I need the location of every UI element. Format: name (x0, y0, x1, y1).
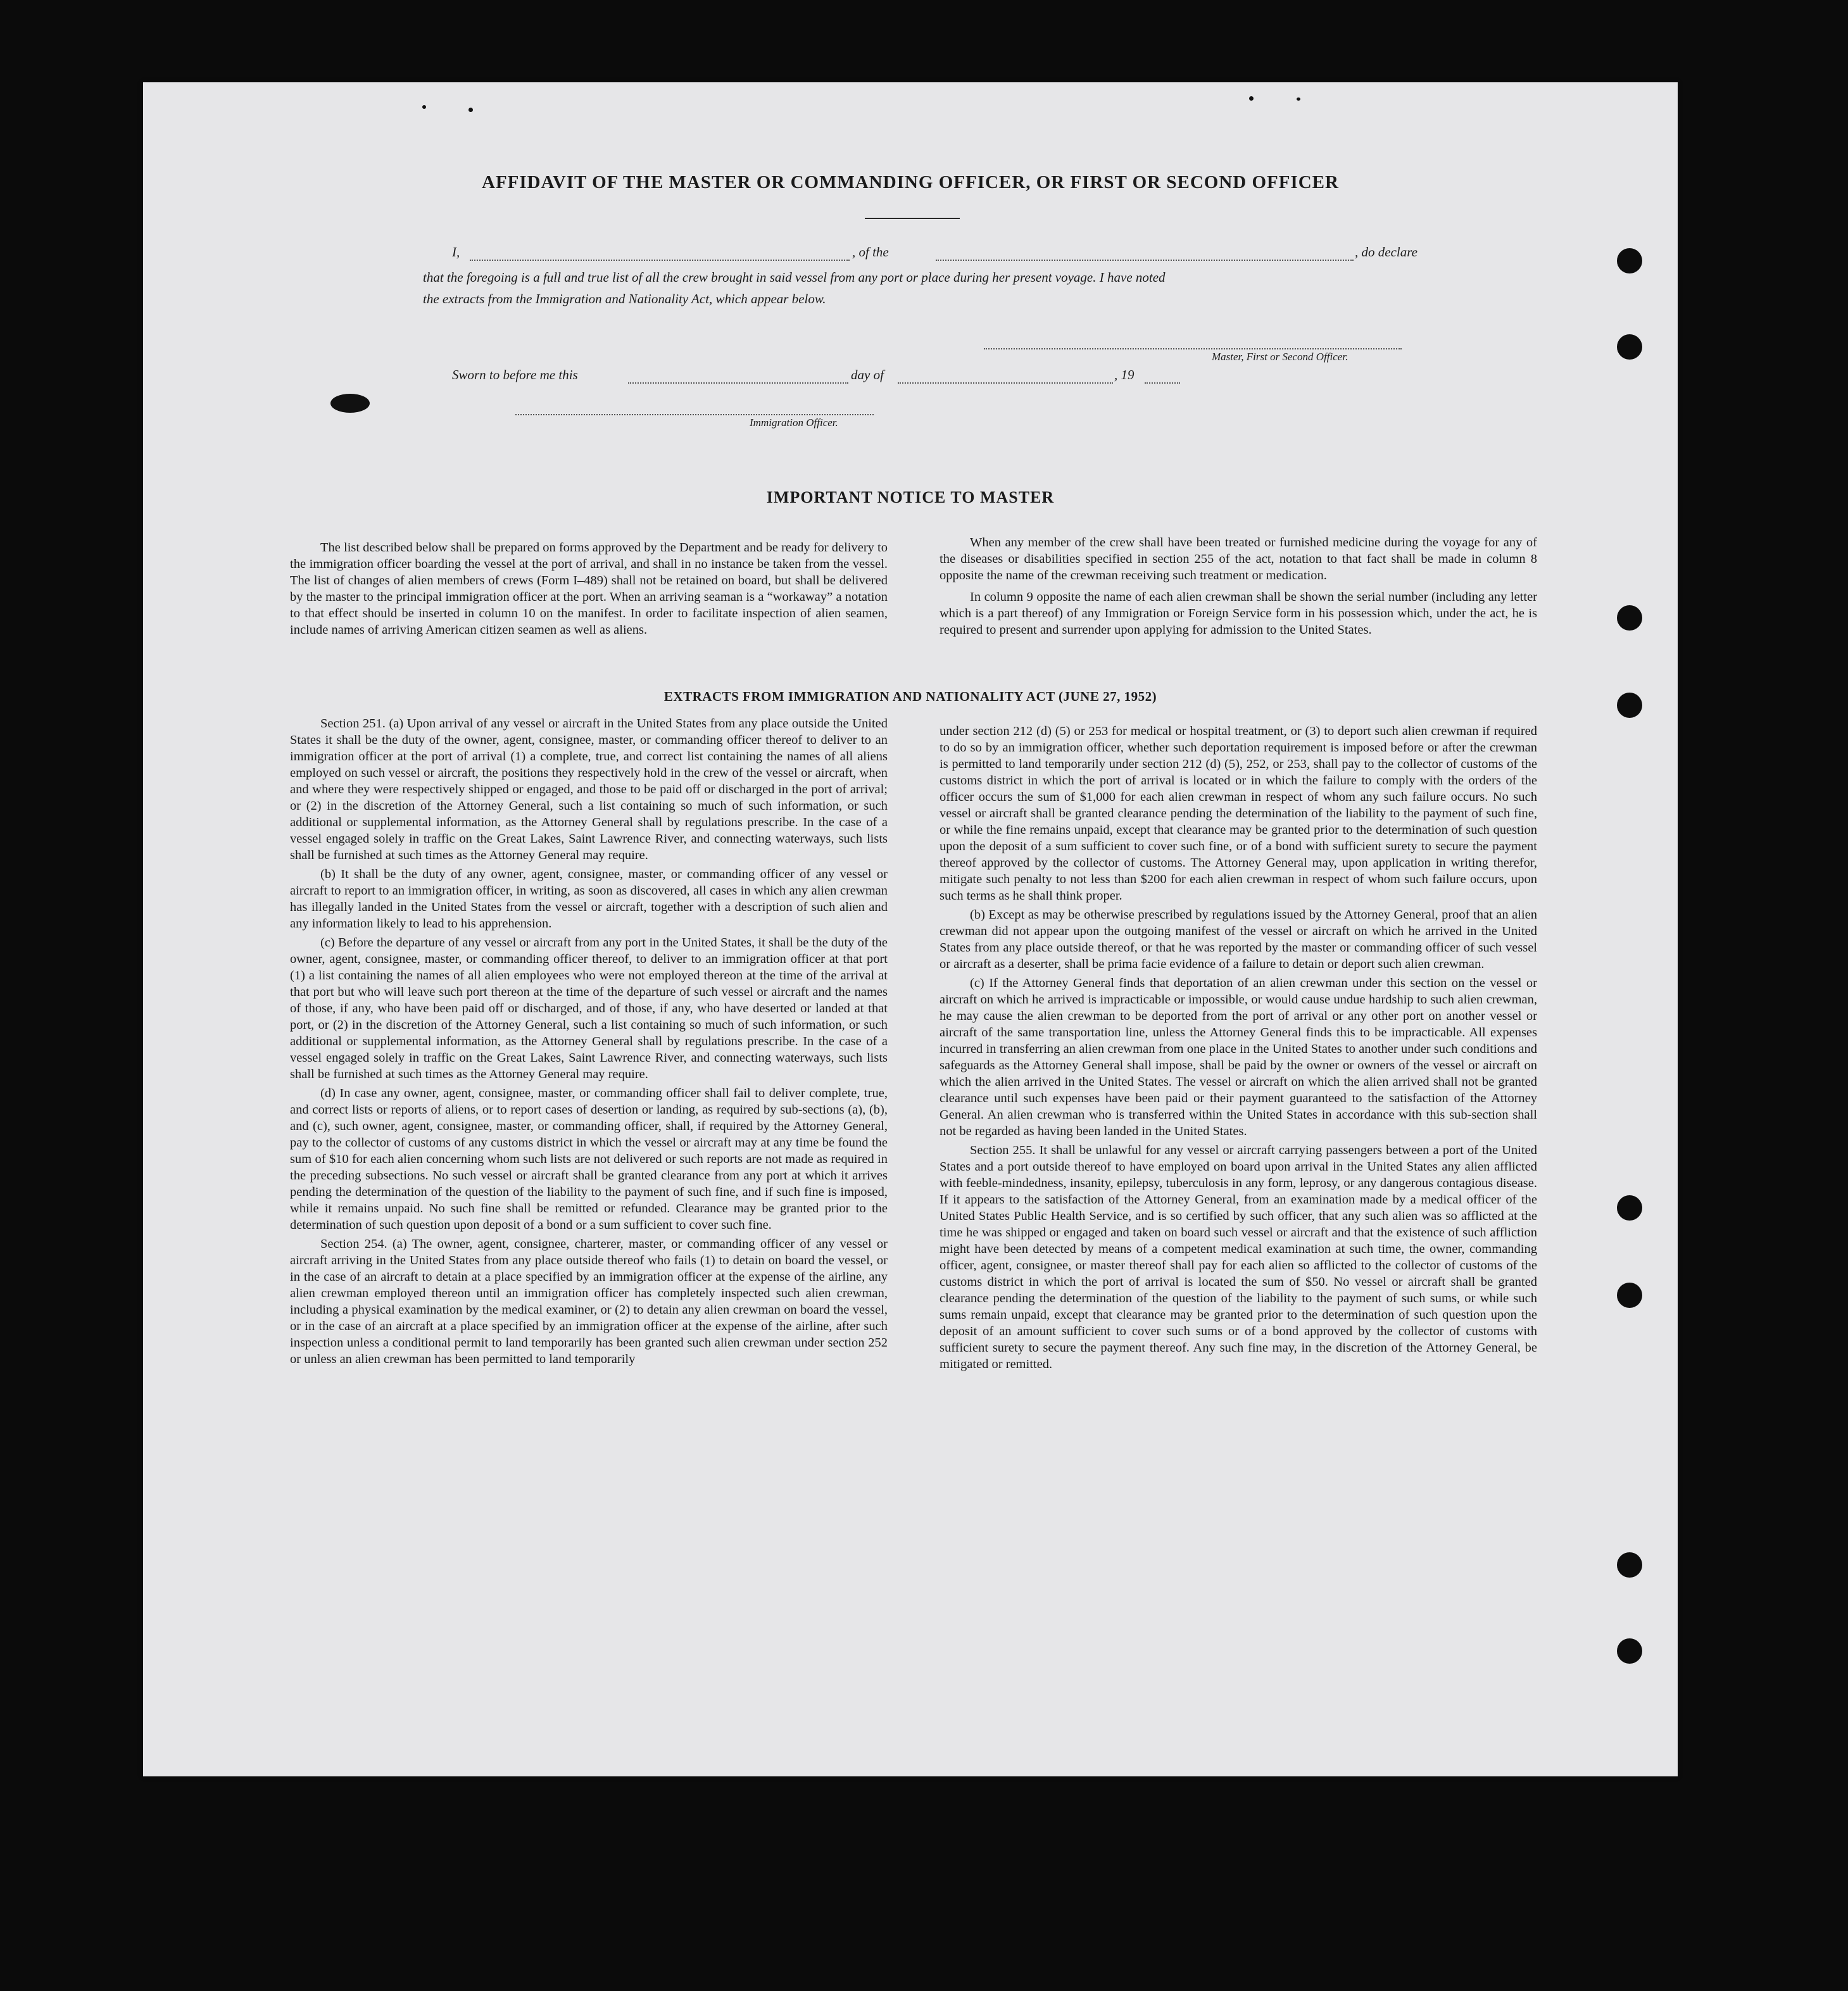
punch-hole (1617, 1195, 1642, 1221)
extracts-title: EXTRACTS FROM IMMIGRATION AND NATIONALITY ACT (JUNE 27, 1952) (663, 689, 1157, 704)
section-251-c: (c) Before the departure of any vessel or aircraft from any port in the United States, it shall be the duty of the owner, agent, consignee, master, or commanding officer thereof, to deliver to an immigration officer at that port (1) a list containing the names of all alien employees who were not employed thereon at the time of the arrival at that port but who will leave such port thereon at the time of the departure of such vessel or aircraft and the names of those, if any, who have been paid off or discharged, and of those, if any, who have deserted or landed at that port, or (2) in the discretion of the Attorney General, such a list containing so much of such information, or such additional or supplemental information, as the Attorney General shall by regulations prescribe. In the case of a vessel engaged solely in traffic on the Great Lakes, Saint Lawrence River, and connecting waterways, such lists shall be furnished at such times as the Attorney General may require. (290, 936, 888, 1081)
extracts-left-column (290, 715, 888, 1370)
notice-right-paragraph-1: When any member of the crew shall have been treated or furnished medicine during the voyage for any of the diseases or disabilities specified in section 255 of the act, notation to that fact shall be made in column 8 opposite the name of the crewman receiving such treatment or medication. (940, 536, 1537, 582)
ink-speck (1249, 96, 1254, 101)
punch-hole (1617, 1552, 1642, 1578)
ink-speck (1297, 97, 1300, 101)
document-page (143, 82, 1678, 1776)
declaration-line-1: that the foregoing is a full and true list of all the crew brought in said vessel from any port or place during her present voyage. I have noted (423, 270, 1166, 285)
section-254-a-continued: under section 212 (d) (5) or 253 for medical or hospital treatment, or (3) to deport such alien crewman if required to do so by an immigration officer, whether such deportation requirement is imposed before or after the crewman is permitted to land temporarily under section 212 (d) (5), 252, or 253, shall pay to the collector of customs of the customs district in which the port of arrival is located or in which the failure to comply with the orders of the officer occurs the sum of $1,000 for each alien crewman in respect of whom any such failure occurs. No such vessel or aircraft shall be granted clearance pending the determination of the liability to the payment of such fine, or while the fine remains unpaid, except that clearance may be granted prior to the determination of such question upon the deposit of a sum sufficient to cover such fine, or of a bond with sufficient surety to secure the payment thereof approved by the collector of customs. The Attorney General may, upon application in writing therefor, mitigate such penalty to not less than $200 for each alien crewman in respect of whom such failure occurs, upon such terms as he shall think proper. (940, 724, 1537, 903)
ink-speck (468, 108, 473, 112)
notice-left-paragraph: The list described below shall be prepared on forms approved by the Department and be ready for delivery to the immigration officer boarding the vessel at the port of arrival, and shall in no instance be taken from the vessel. The list of changes of alien members of crews (Form I–489) shall not be retained on board, but shall be delivered by the master to the principal immigration officer at the port. When an arriving seaman is a “workaway” a notation to that effect should be inserted in column 10 on the manifest. In order to facilitate inspection of alien seamen, include names of arriving American citizen seamen as well as aliens. (290, 541, 888, 637)
section-254-a: Section 254. (a) The owner, agent, consignee, charterer, master, or commanding officer of any vessel or aircraft arriving in the United States from any place outside thereof who fails (1) to detain on board the vessel, or in the case of an aircraft to detain at a place specified by an immigration officer at the expense of the airline, any alien crewman employed thereon until an immigration officer has completely inspected such alien crewman, including a physical examination by the medical examiner, or (2) to detain any alien crewman on board the vessel, or in the case of an aircraft at a place specified by an immigration officer at the expense of the airline, after such inspection unless a conditional permit to land temporarily has been granted such alien crewman under section 252 or unless an alien crewman has been permitted to land temporarily (290, 1237, 888, 1366)
extracts-right-column (940, 723, 1537, 1375)
notice-right-paragraph-2: In column 9 opposite the name of each alien crewman shall be shown the serial number (including any letter which is a part thereof) of any Immigration or Foreign Service form in his possession which, under the act, he is required to present and surrender upon applying for admission to the United States. (940, 590, 1537, 637)
affidavit-title: AFFIDAVIT OF THE MASTER OR COMMANDING OFFICER, OR FIRST OR SECOND OFFICER (482, 172, 1339, 192)
master-caption: Master, First or Second Officer. (1212, 351, 1348, 363)
section-255: Section 255. It shall be unlawful for any vessel or aircraft carrying passengers between a port of the United States and a port outside thereof to have employed on board upon arrival in the United States any alien afflicted with feeble-mindedness, insanity, epilepsy, tuberculosis in any form, leprosy, or any dangerous contagious disease. If it appears to the satisfaction of the Attorney General, from an examination made by a medical officer of the United States Public Health Service, and is so certified by such officer, that any such alien was so afflicted at the time he was shipped or engaged and taken on board such vessel or aircraft and that the existence of such affliction might have been detected by means of a competent medical examination at such time, the owner, commanding officer, agent, consignee, or master thereof shall pay for each alien so afflicted to the collector of customs of the customs district in which the port of arrival is located the sum of $50. No vessel or aircraft shall be granted clearance pending the determination of the question of the liability to the payment of such sums, or while such sums remain unpaid, except that clearance may be granted prior to the determination of such question upon the deposit of an amount sufficient to cover such sums or of a bond approved by the collector of customs with sufficient surety to secure the payment thereof. Any such fine may, in the discretion of the Attorney General, be mitigated or remitted. (940, 1143, 1537, 1371)
officer-caption: Immigration Officer. (750, 417, 838, 429)
sworn-month-blank[interactable] (898, 381, 1113, 384)
title-rule (865, 218, 960, 219)
section-251-b: (b) It shall be the duty of any owner, agent, consignee, master, or commanding officer of any vessel or aircraft to report to an immigration officer, in writing, as soon as discovered, all cases in which any alien crewman has illegally landed in the United States from the vessel or aircraft, together with a description of such alien and any information likely to lead to his apprehension. (290, 867, 888, 931)
punch-hole (1617, 1283, 1642, 1308)
of-the-label: , of the (852, 244, 889, 260)
do-declare-label: , do declare (1355, 244, 1417, 260)
section-254-c: (c) If the Attorney General finds that deportation of an alien crewman under this section on the vessel or aircraft on which he arrived is impracticable or impossible, or would cause undue hardship to such alien crewman, he may cause the alien crewman to be deported from the port of arrival or any other port on another vessel or aircraft of the same transportation line, unless the Attorney General finds this to be impracticable. All expenses incurred in transferring an alien crewman from one place in the United States to another under such conditions and safeguards as the Attorney General shall impose, shall be paid by the owner or owners of the vessel or aircraft on which the alien arrived in the United States. The vessel or aircraft on which the alien arrived shall not be granted clearance until such expenses have been paid or their payment guaranteed to the satisfaction of the Attorney General. An alien crewman who is transferred within the United States in accordance with this sub-section shall not be regarded as having been landed in the United States. (940, 976, 1537, 1138)
sworn-year-blank[interactable] (1145, 381, 1180, 384)
punch-hole (1617, 248, 1642, 273)
punch-hole (1617, 334, 1642, 360)
master-signature-blank[interactable] (984, 347, 1402, 349)
section-251-d: (d) In case any owner, agent, consignee, master, or commanding officer shall fail to deliver complete, true, and correct lists or reports of aliens, or to report cases of desertion or landing, as required by sub-sections (a), (b), and (c), such owner, agent, consignee, master, or commanding officer, shall, if required by the Attorney General, pay to the collector of customs of any customs district in which the vessel or aircraft may at any time be found the sum of $10 for each alien concerning whom such lists are not delivered or such reports are not made as required in the preceding subsections. No such vessel or aircraft shall be granted clearance from any port at which it arrives pending the determination of the question of the liability to the payment of such fine, and if such fine is imposed, while it remains unpaid. No such fine shall be remitted or refunded. Clearance may be granted prior to the determination of such question upon deposit of a bond or a sum sufficient to cover such fine. (290, 1086, 888, 1232)
ink-speck (422, 105, 426, 109)
i-label: I, (452, 244, 460, 260)
notice-right-column (940, 534, 1537, 641)
vessel-blank[interactable] (936, 258, 1354, 261)
punch-hole (1617, 1638, 1642, 1664)
officer-signature-blank[interactable] (515, 413, 874, 415)
section-254-b: (b) Except as may be otherwise prescribed by regulations issued by the Attorney General, proof that an alien crewman did not appear upon the outgoing manifest of the vessel or aircraft on which he arrived in the United States from any place outside thereof, or that he was reported by the master or commanding officer of such vessel or aircraft as a deserter, shall be prima facie evidence of a failure to detain or deport such alien crewman. (940, 908, 1537, 971)
sworn-label: Sworn to before me this (452, 367, 578, 382)
name-blank[interactable] (470, 258, 850, 261)
sworn-day-blank[interactable] (628, 381, 848, 384)
punch-hole (1617, 605, 1642, 631)
day-of-label: day of (851, 367, 884, 382)
declaration-line-2: the extracts from the Immigration and Nationality Act, which appear below. (423, 291, 826, 306)
section-251-a: Section 251. (a) Upon arrival of any vessel or aircraft in the United States from any place outside the United States it shall be the duty of the owner, agent, consignee, master, or commanding officer thereof to deliver to an immigration officer at the port of arrival (1) a complete, true, and correct list containing the names of all aliens employed on such vessel or aircraft, the positions they respectively hold in the crew of the vessel or aircraft, when and where they were respectively shipped or engaged, and those to be paid off or discharged in the port of arrival; or (2) in the discretion of the Attorney General, such a list containing so much of such information, or such additional or supplemental information, as the Attorney General shall by regulations prescribe. In the case of a vessel engaged solely in traffic on the Great Lakes, Saint Lawrence River, and connecting waterways, such lists shall be furnished at such times as the Attorney General may require. (290, 717, 888, 862)
notice-title: IMPORTANT NOTICE TO MASTER (766, 488, 1055, 506)
year-label: , 19 (1114, 367, 1135, 382)
ink-smudge (330, 394, 370, 413)
